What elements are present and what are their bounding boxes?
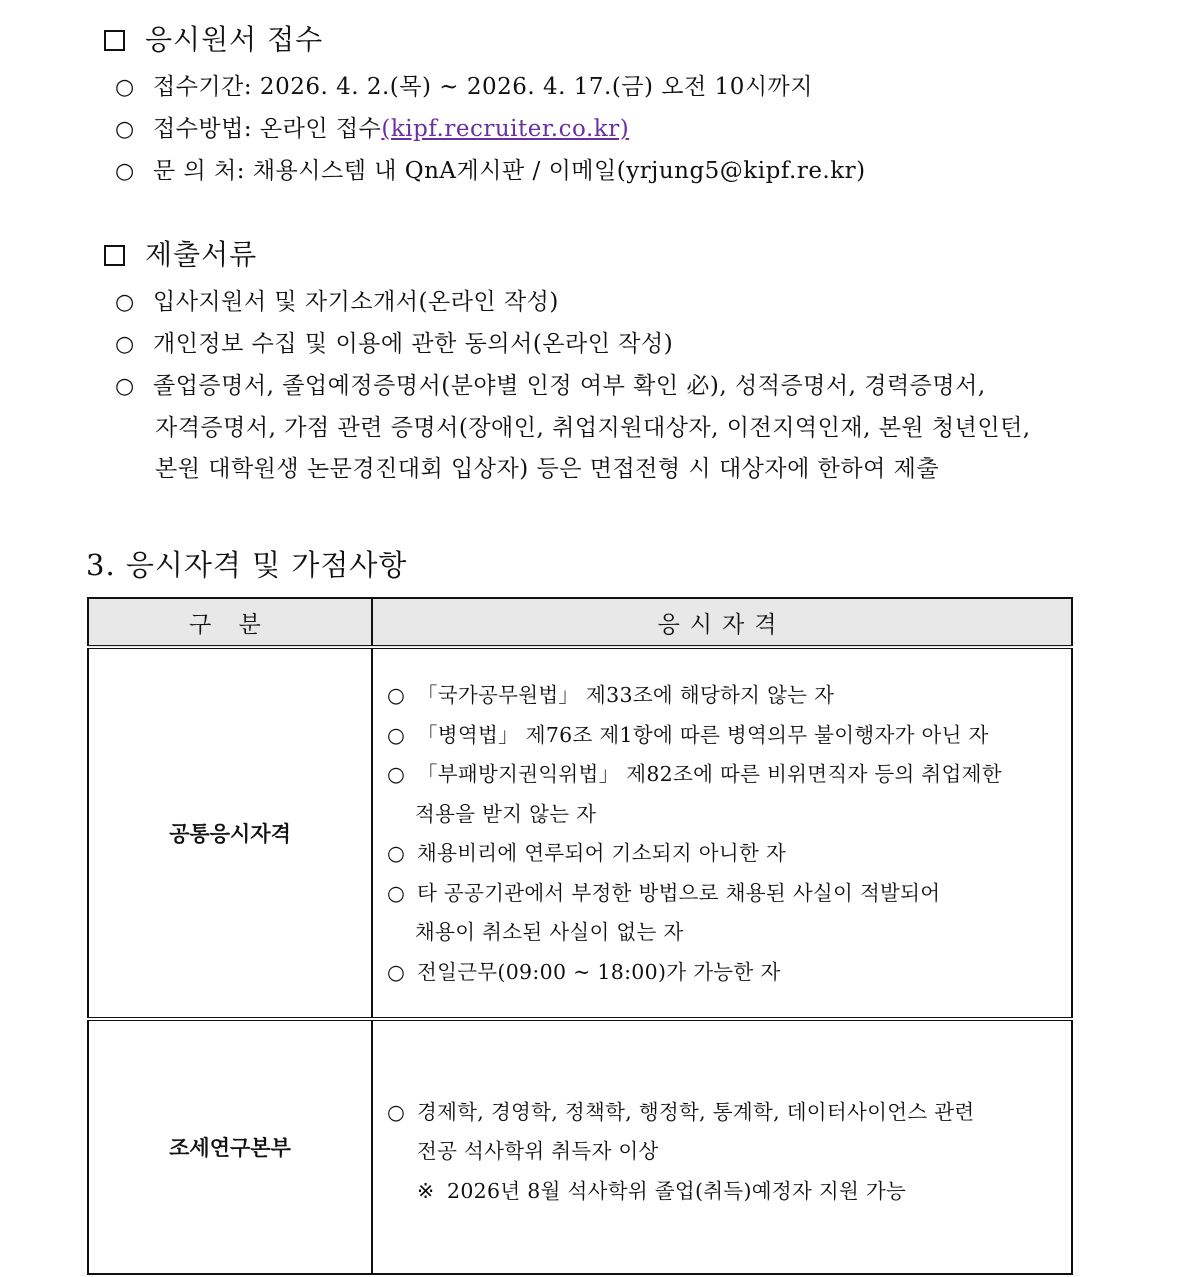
checkbox-square-icon [104, 245, 125, 266]
list-item: ○ 「부패방지권익위법」 제82조에 따른 비위면직자 등의 취업제한 [387, 762, 1002, 786]
circle-bullet-icon: ○ [115, 290, 135, 315]
list-item: ○ 경제학, 경영학, 정책학, 행정학, 통계학, 데이터사이언스 관련 [387, 1099, 975, 1124]
circle-bullet-icon: ○ [115, 332, 135, 357]
list-item: ○ 전일근무(09:00 ~ 18:00)가 가능한 자 [387, 959, 781, 984]
checkbox-square-icon [104, 30, 125, 51]
application-method: ○ 접수방법: 온라인 접수(kipf.recruiter.co.kr) [115, 116, 630, 142]
qualification-list [372, 1019, 1072, 1274]
documents-item: ○ 개인정보 수집 및 이용에 관한 동의서(온라인 작성) [115, 331, 674, 357]
list-item-continuation: 전공 석사학위 취득자 이상 [417, 1139, 659, 1164]
list-item: ○ 「국가공무원법」 제33조에 해당하지 않는 자 [387, 683, 835, 707]
circle-bullet-icon: ○ [115, 75, 135, 100]
circle-bullet-icon: ○ [115, 159, 135, 184]
application-period: ○ 접수기간: 2026. 4. 2.(목) ~ 2026. 4. 17.(금) 오전 10시까지 [115, 74, 813, 100]
note-item: ※ 2026년 8월 석사학위 졸업(취득)예정자 지원 가능 [417, 1178, 907, 1203]
row-label: 공통응시자격 [88, 647, 372, 1019]
table-row [88, 1019, 1072, 1274]
column-header-qualification: 응시자격 [372, 598, 1072, 647]
table-header-row [88, 598, 1072, 647]
documents-item: ○ 입사지원서 및 자기소개서(온라인 작성) [115, 289, 559, 315]
section-title: 3. 응시자격 및 가점사항 [86, 548, 408, 582]
qualification-table [87, 597, 1073, 1275]
list-item-continuation: 적용을 받지 않는 자 [415, 801, 597, 826]
table-row [88, 647, 1072, 1019]
list-item: ○ 채용비리에 연루되어 기소되지 아니한 자 [387, 841, 787, 865]
list-item-continuation: 채용이 취소된 사실이 없는 자 [415, 920, 684, 944]
circle-bullet-icon: ○ [115, 374, 135, 399]
column-header-category: 구 분 [88, 598, 372, 647]
documents-continuation: 자격증명서, 가점 관련 증명서(장애인, 취업지원대상자, 이전지역인재, 본원 청년인턴, [155, 415, 1031, 441]
circle-bullet-icon: ○ [115, 117, 135, 142]
documents-heading: 제출서류 [104, 233, 257, 273]
list-item: ○ 타 공공기관에서 부정한 방법으로 채용된 사실이 적발되어 [387, 880, 941, 905]
documents-item: ○ 졸업증명서, 졸업예정증명서(분야별 인정 여부 확인 必), 성적증명서, 경력증명서, [115, 373, 986, 399]
list-item: ○ 「병역법」 제76조 제1항에 따른 병역의무 불이행자가 아닌 자 [387, 722, 989, 747]
application-heading: 응시원서 접수 [104, 18, 323, 58]
qualification-list [372, 647, 1072, 1019]
application-contact: ○ 문 의 처: 채용시스템 내 QnA게시판 / 이메일(yrjung5@kipf.re.kr) [115, 158, 866, 184]
row-label: 조세연구본부 [88, 1019, 372, 1274]
recruiter-link[interactable]: (kipf.recruiter.co.kr) [381, 116, 630, 142]
documents-continuation: 본원 대학원생 논문경진대회 입상자) 등은 면접전형 시 대상자에 한하여 제출 [155, 456, 940, 482]
